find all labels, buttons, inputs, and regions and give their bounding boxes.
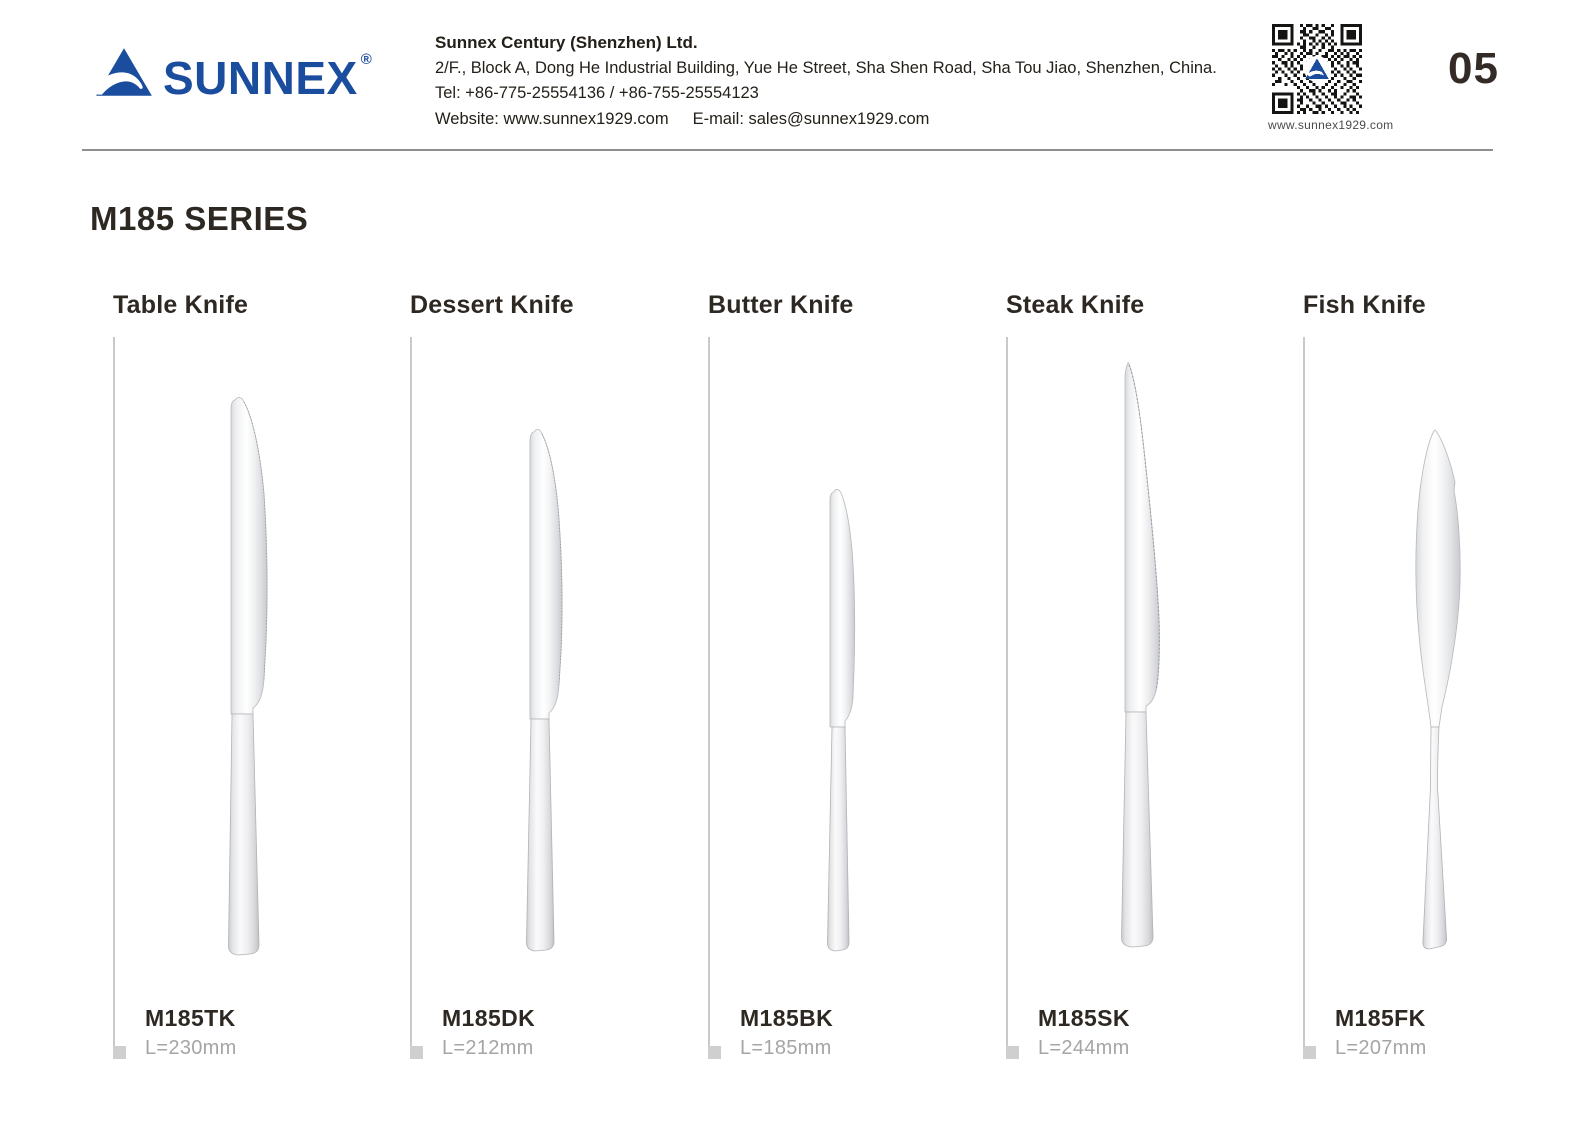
column-rule <box>113 337 115 1046</box>
bullet-square <box>1303 1046 1316 1059</box>
registered-mark: ® <box>360 51 372 68</box>
steak-knife-image <box>1076 349 1206 961</box>
product-steak-knife <box>1006 291 1276 1073</box>
brand-wordmark: SUNNEX <box>163 51 358 104</box>
bullet-square <box>113 1046 126 1059</box>
butter-knife-image <box>778 349 908 961</box>
product-length: L=185mm <box>740 1037 832 1059</box>
product-model: M185TK <box>145 1005 236 1031</box>
sunnex-triangle-icon <box>95 46 153 98</box>
dessert-knife-image <box>480 349 610 961</box>
column-rule <box>1303 337 1305 1046</box>
table-knife-image <box>183 349 313 961</box>
company-web-email <box>435 107 1217 133</box>
company-info <box>435 30 1217 132</box>
brand-logo <box>95 46 372 104</box>
product-length: L=212mm <box>442 1037 534 1059</box>
product-model: M185FK <box>1335 1005 1426 1031</box>
bullet-square <box>708 1046 721 1059</box>
product-length: L=230mm <box>145 1037 237 1059</box>
bullet-square <box>1006 1046 1019 1059</box>
product-fish-knife <box>1303 291 1573 1073</box>
company-website: Website: www.sunnex1929.com <box>435 109 669 128</box>
column-rule <box>708 337 710 1046</box>
company-email: E-mail: sales@sunnex1929.com <box>692 109 930 128</box>
product-title: Table Knife <box>113 291 249 319</box>
company-address: 2/F., Block A, Dong He Industrial Building, Yue He Street, Sha Shen Road, Sha Tou Jiao, Shenzhen, China. <box>435 58 1217 77</box>
header-divider <box>82 149 1493 151</box>
column-rule <box>1006 337 1008 1046</box>
product-dessert-knife <box>410 291 680 1073</box>
product-length: L=244mm <box>1038 1037 1130 1059</box>
product-model: M185SK <box>1038 1005 1130 1031</box>
qr-caption: www.sunnex1929.com <box>1268 118 1394 132</box>
product-model: M185BK <box>740 1005 834 1031</box>
bullet-square <box>410 1046 423 1059</box>
product-length: L=207mm <box>1335 1037 1427 1059</box>
product-table-knife <box>113 291 383 1073</box>
fish-knife-image <box>1373 349 1503 961</box>
company-name: Sunnex Century (Shenzhen) Ltd. <box>435 33 698 52</box>
product-title: Fish Knife <box>1303 291 1426 319</box>
page-number: 05 <box>1448 44 1499 93</box>
column-rule <box>410 337 412 1046</box>
qr-code-icon <box>1272 24 1362 114</box>
product-butter-knife <box>708 291 978 1073</box>
product-title: Butter Knife <box>708 291 854 319</box>
qr-block <box>1268 24 1394 132</box>
company-tel: Tel: +86-775-25554136 / +86-755-25554123 <box>435 84 759 102</box>
product-title: Dessert Knife <box>410 291 574 319</box>
series-title: M185 SERIES <box>90 200 309 237</box>
product-title: Steak Knife <box>1006 291 1145 319</box>
product-model: M185DK <box>442 1005 536 1031</box>
